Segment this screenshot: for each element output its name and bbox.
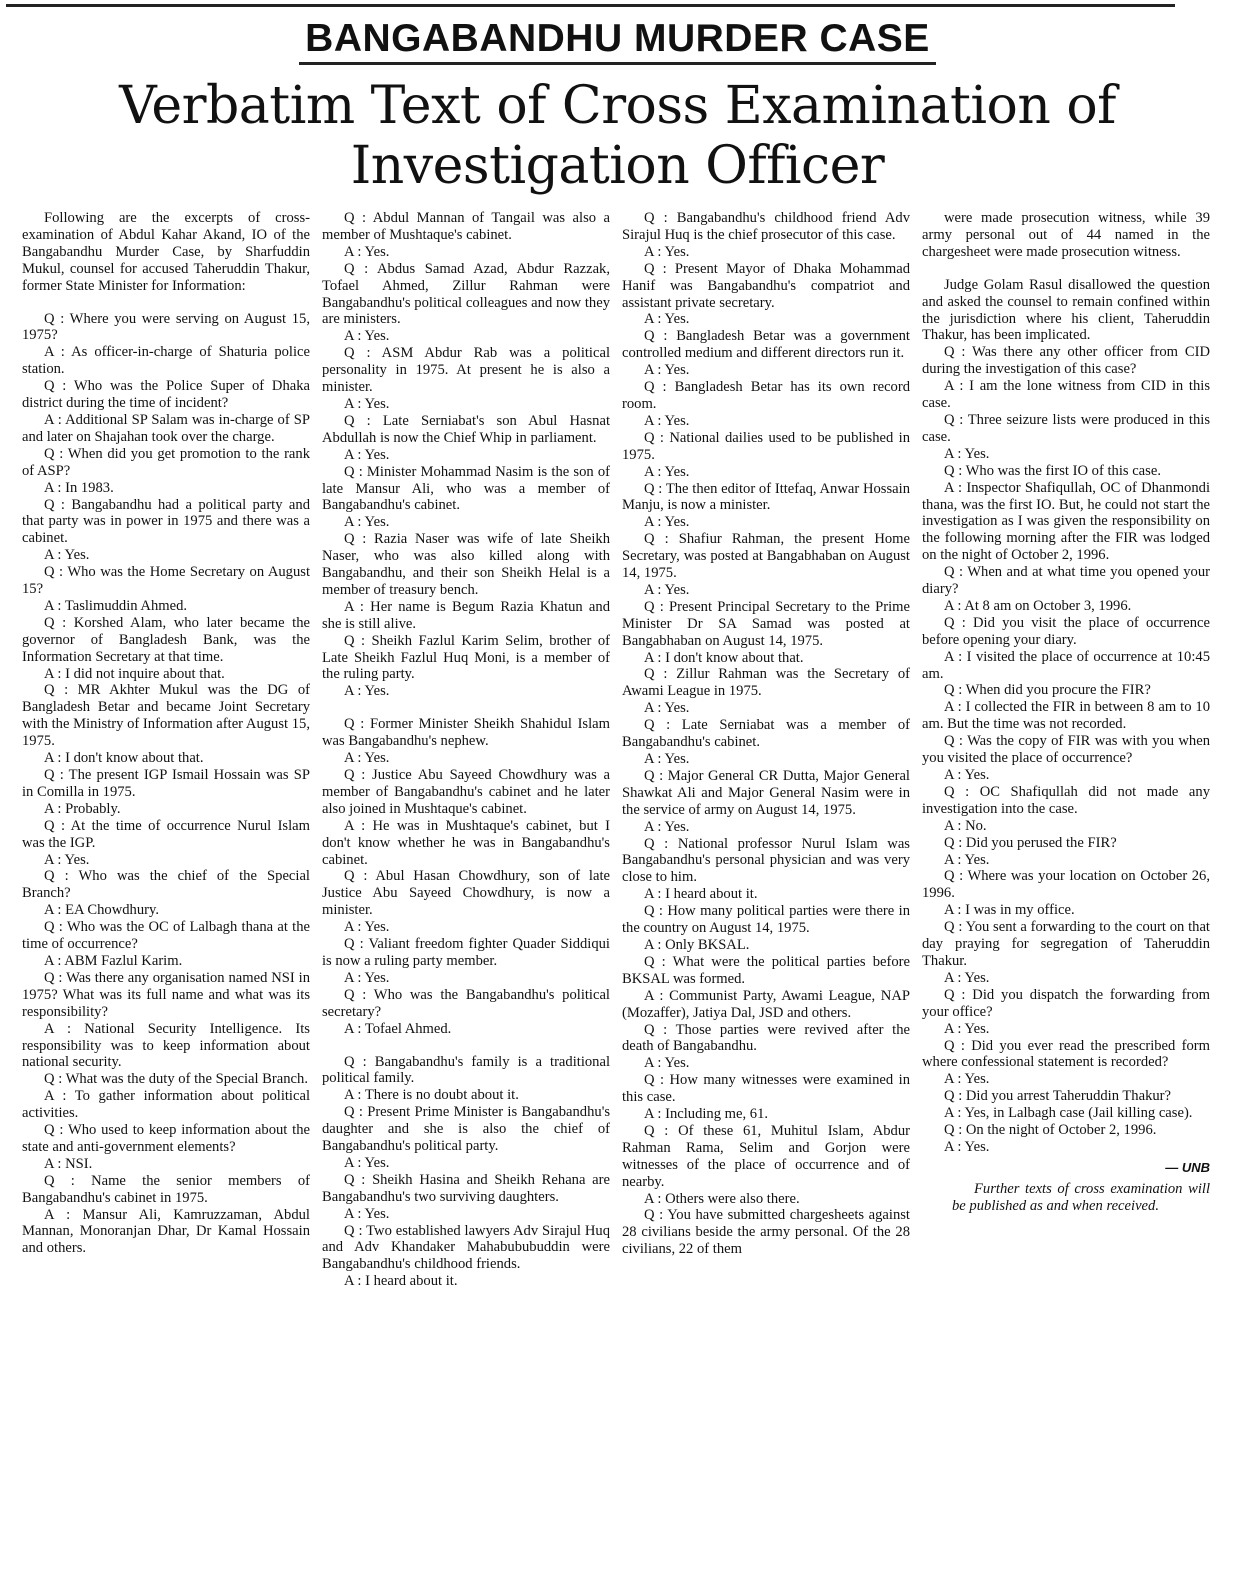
article-paragraph: A : Mansur Ali, Kamruzzaman, Abdul Mannan, Monoranjan Dhar, Dr Kamal Hossain and others. bbox=[22, 1206, 310, 1257]
article-paragraph: Q : Was there any organisation named NSI in 1975? What was its full name and what was its responsibility? bbox=[22, 969, 310, 1020]
article-paragraph: Q : Minister Mohammad Nasim is the son of late Mansur Ali, who was a member of Bangabandhu's cabinet. bbox=[322, 463, 610, 514]
article-paragraph: Q : When did you procure the FIR? bbox=[944, 682, 1151, 699]
article-paragraph: A : Yes. bbox=[644, 818, 690, 835]
article-paragraph: Q : How many witnesses were examined in this case. bbox=[622, 1072, 910, 1106]
article-paragraph: Q : Did you visit the place of occurrence before opening your diary. bbox=[922, 614, 1210, 648]
article-paragraph: Q : Who was the chief of the Special Branch? bbox=[22, 868, 310, 902]
article-paragraph: A : Yes. bbox=[44, 851, 90, 868]
article-paragraph: A : He was in Mushtaque's cabinet, but I don't know whether he was in Bangabandhu's cabinet. bbox=[322, 817, 610, 868]
article-paragraph: Following are the excerpts of cross-examination of Abdul Kahar Akand, IO of the Bangabandhu Murder Case, by Sharfuddin Mukul, counsel for accused Taheruddin Thakur, former State Minister for Information: bbox=[22, 210, 310, 294]
article-paragraph: A : Yes. bbox=[344, 395, 390, 412]
article-paragraph: Q : Was there any other officer from CID during the investigation of this case? bbox=[922, 344, 1210, 378]
article-column-3 bbox=[622, 210, 910, 1582]
article-paragraph: Q : Late Serniabat was a member of Bangabandhu's cabinet. bbox=[622, 717, 910, 751]
article-paragraph: A : Yes. bbox=[644, 311, 690, 328]
article-paragraph: A : National Security Intelligence. Its responsibility was to keep information about national security. bbox=[22, 1020, 310, 1071]
article-paragraph: A : Yes. bbox=[944, 1020, 990, 1037]
article-paragraph: A : No. bbox=[944, 817, 987, 834]
article-paragraph: were made prosecution witness, while 39 army personal out of 44 named in the chargesheet were made prosecution witness. bbox=[922, 210, 1210, 260]
article-paragraph: A : Yes. bbox=[644, 412, 690, 429]
article-paragraph: A : Yes. bbox=[644, 751, 690, 767]
article-paragraph: Q : Abul Hasan Chowdhury, son of late Justice Abu Sayeed Chowdhury, is now a minister. bbox=[322, 868, 610, 919]
article-paragraph: A : I don't know about that. bbox=[44, 750, 204, 767]
article-paragraph: A : Yes. bbox=[344, 1154, 390, 1171]
article-paragraph: Q : Name the senior members of Bangabandhu's cabinet in 1975. bbox=[22, 1172, 310, 1206]
article-paragraph: Q : Bangabandhu had a political party and that party was in power in 1975 and there was a cabinet. bbox=[22, 496, 310, 547]
article-column-2 bbox=[322, 210, 610, 1582]
column-4-body bbox=[922, 210, 1210, 1156]
article-paragraph: A : Yes. bbox=[344, 919, 390, 936]
article-paragraph: A : Yes. bbox=[644, 581, 690, 598]
article-paragraph: A : Communist Party, Awami League, NAP (Mozaffer), Jatiya Dal, JSD and others. bbox=[622, 987, 910, 1021]
article-paragraph: Q : You have submitted chargesheets against 28 civilians beside the army personal. Of the 28 civilians, 22 of them bbox=[622, 1207, 910, 1258]
article-paragraph: A : Including me, 61. bbox=[644, 1106, 769, 1123]
article-paragraph: A : ABM Fazlul Karim. bbox=[44, 952, 183, 969]
article-paragraph: A : Yes. bbox=[644, 514, 690, 531]
article-paragraph: Q : OC Shafiqullah did not made any investigation into the case. bbox=[922, 783, 1210, 817]
article-paragraph: A : Yes. bbox=[644, 463, 690, 480]
article-columns bbox=[22, 210, 1212, 1582]
article-paragraph: Q : Former Minister Sheikh Shahidul Islam was Bangabandhu's nephew. bbox=[322, 716, 610, 750]
article-paragraph: Q : Who used to keep information about the state and anti-government elements? bbox=[22, 1122, 310, 1155]
article-paragraph: A : I was in my office. bbox=[944, 902, 1075, 919]
article-paragraph: A : Her name is Begum Razia Khatun and she is still alive. bbox=[322, 598, 610, 632]
article-paragraph: Q : National professor Nurul Islam was Bangabandhu's personal physician and was very close to him. bbox=[622, 835, 910, 886]
article-paragraph: A : I heard about it. bbox=[644, 886, 758, 903]
article-paragraph: Q : Did you ever read the prescribed form where confessional statement is recorded? bbox=[922, 1037, 1210, 1071]
article-paragraph: A : In 1983. bbox=[44, 479, 114, 496]
headline-line-2: Investigation Officer bbox=[350, 136, 885, 196]
article-paragraph: A : Yes. bbox=[44, 547, 90, 564]
article-paragraph: Q : Present Mayor of Dhaka Mohammad Hanif was Bangabandhu's compatriot and assistant private secretary. bbox=[622, 260, 910, 311]
article-paragraph: Q : Bangladesh Betar has its own record room. bbox=[622, 379, 910, 412]
article-paragraph: A : Yes. bbox=[944, 1138, 990, 1155]
article-paragraph: A : I am the lone witness from CID in this case. bbox=[922, 378, 1210, 412]
article-paragraph: A : Yes. bbox=[644, 243, 690, 260]
article-paragraph: A : NSI. bbox=[44, 1155, 93, 1172]
article-paragraph: A : Inspector Shafiqullah, OC of Dhanmondi thana, was the first IO. But, he could not start the investigation as I was given the responsibility on the following morning after the FIR was lodged on the night of October 2, 1996. bbox=[922, 479, 1210, 564]
article-paragraph: A : Yes. bbox=[944, 445, 990, 462]
article-column-1 bbox=[22, 210, 310, 1582]
article-paragraph: Q : Bangladesh Betar was a government controlled medium and different directors run it. bbox=[622, 328, 910, 362]
article-paragraph: A : EA Chowdhury. bbox=[44, 902, 159, 919]
article-paragraph: Q : You sent a forwarding to the court on that day praying for segregation of Taheruddin Thakur. bbox=[922, 919, 1210, 969]
continuation-note: Further texts of cross examination will be published as and when received. bbox=[952, 1180, 1210, 1214]
article-paragraph: A : I heard about it. bbox=[344, 1273, 458, 1290]
kicker-text: BANGABANDHU MURDER CASE bbox=[299, 16, 936, 65]
article-paragraph: Q : What was the duty of the Special Branch. bbox=[44, 1071, 308, 1088]
article-paragraph: Q : Who was the first IO of this case. bbox=[944, 462, 1161, 479]
article-paragraph: A : There is no doubt about it. bbox=[344, 1087, 519, 1104]
article-paragraph: A : Yes. bbox=[944, 1071, 990, 1088]
article-paragraph: Q : Three seizure lists were produced in this case. bbox=[922, 411, 1210, 445]
headline-line-1: Verbatim Text of Cross Examination of bbox=[119, 76, 1116, 136]
article-paragraph: A : I don't know about that. bbox=[644, 649, 804, 666]
article-paragraph: Q : Razia Naser was wife of late Sheikh Naser, who was also killed along with Bangabandhu, and their son Sheikh Helal is a member of treasury bench. bbox=[322, 531, 610, 598]
article-paragraph: Q : Who was the Police Super of Dhaka district during the time of incident? bbox=[22, 378, 310, 412]
article-paragraph: A : Yes. bbox=[944, 767, 990, 783]
article-paragraph: A : Only BKSAL. bbox=[644, 936, 750, 953]
article-paragraph: A : Yes. bbox=[344, 514, 390, 531]
article-paragraph: A : Tofael Ahmed. bbox=[344, 1020, 452, 1037]
article-paragraph: A : Others were also there. bbox=[644, 1190, 800, 1207]
article-paragraph: A : Yes. bbox=[644, 362, 690, 379]
article-paragraph: A : Yes. bbox=[344, 243, 390, 260]
article-paragraph: Q : The present IGP Ismail Hossain was SP in Comilla in 1975. bbox=[22, 767, 310, 800]
article-paragraph: Q : At the time of occurrence Nurul Islam was the IGP. bbox=[22, 817, 310, 851]
article-paragraph: Q : Zillur Rahman was the Secretary of Awami League in 1975. bbox=[622, 666, 910, 700]
article-paragraph: A : Yes. bbox=[344, 750, 390, 767]
article-paragraph: Q : Did you dispatch the forwarding from your office? bbox=[922, 986, 1210, 1020]
article-paragraph: A : At 8 am on October 3, 1996. bbox=[944, 597, 1132, 614]
article-paragraph: Q : Who was the Home Secretary on August 15? bbox=[22, 564, 310, 598]
article-paragraph: Q : Bangabandhu's family is a traditional political family. bbox=[322, 1053, 610, 1087]
article-paragraph: Q : Who was the Bangabandhu's political secretary? bbox=[322, 986, 610, 1020]
top-rule bbox=[6, 4, 1175, 7]
article-paragraph: A : Yes. bbox=[344, 446, 390, 463]
article-paragraph: Q : Shafiur Rahman, the present Home Secretary, was posted at Bangabhaban on August 14, 1975. bbox=[622, 531, 910, 582]
article-paragraph: A : Yes. bbox=[644, 1055, 690, 1072]
article-paragraph: Q : Did you perused the FIR? bbox=[944, 834, 1117, 851]
article-paragraph: Q : Major General CR Dutta, Major General Shawkat Ali and Major General Nasim were in the service of army on August 14, 1975. bbox=[622, 767, 910, 818]
headline bbox=[0, 76, 1235, 196]
article-paragraph: A : Yes. bbox=[344, 1205, 390, 1222]
article-paragraph: Q : Who was the OC of Lalbagh thana at the time of occurrence? bbox=[22, 919, 310, 953]
article-paragraph: Q : Abdus Samad Azad, Abdur Razzak, Tofael Ahmed, Zillur Rahman were Bangabandhu's political colleagues and now they are ministers. bbox=[322, 260, 610, 328]
article-paragraph: Q : Did you arrest Taheruddin Thakur? bbox=[944, 1088, 1172, 1105]
article-paragraph: Q : Two established lawyers Adv Sirajul Huq and Adv Khandaker Mahabububuddin were Bangabandhu's childhood friends. bbox=[322, 1222, 610, 1273]
article-paragraph: A : I collected the FIR in between 8 am to 10 am. But the time was not recorded. bbox=[922, 699, 1210, 733]
article-paragraph: Q : What were the political parties before BKSAL was formed. bbox=[622, 953, 910, 987]
article-paragraph: Q : Where was your location on October 26, 1996. bbox=[922, 868, 1210, 902]
article-paragraph: A : Yes. bbox=[344, 683, 390, 700]
article-paragraph: A : Yes, in Lalbagh case (Jail killing case). bbox=[944, 1105, 1193, 1122]
article-paragraph: Q : Present Prime Minister is Bangabandhu's daughter and she is also the chief of Bangabandhu's political party. bbox=[322, 1104, 610, 1155]
article-paragraph: A : Yes. bbox=[944, 969, 990, 986]
article-paragraph: A : Yes. bbox=[344, 969, 390, 986]
section-kicker bbox=[0, 14, 1235, 65]
article-paragraph: Q : Of these 61, Muhitul Islam, Abdur Rahman Rama, Selim and Gorjon were witnesses of the place of occurrence and of nearby. bbox=[622, 1122, 910, 1190]
article-paragraph: A : To gather information about political activities. bbox=[22, 1088, 310, 1122]
article-paragraph: Q : Present Principal Secretary to the Prime Minister Dr SA Samad was posted at Bangabhaban on August 14, 1975. bbox=[622, 598, 910, 649]
article-paragraph: Q : The then editor of Ittefaq, Anwar Hossain Manju, is now a minister. bbox=[622, 480, 910, 514]
article-paragraph: A : Additional SP Salam was in-charge of SP and later on Shajahan took over the charge. bbox=[22, 411, 310, 445]
article-paragraph: Q : When did you get promotion to the rank of ASP? bbox=[22, 445, 310, 479]
article-paragraph: Q : Korshed Alam, who later became the governor of Bangladesh Bank, was the Information Secretary at that time. bbox=[22, 614, 310, 665]
article-paragraph: A : I visited the place of occurrence at 10:45 am. bbox=[922, 648, 1210, 682]
article-paragraph: A : Probably. bbox=[44, 800, 121, 817]
article-paragraph: Q : Late Serniabat's son Abul Hasnat Abdullah is now the Chief Whip in parliament. bbox=[322, 412, 610, 446]
article-paragraph: A : Yes. bbox=[344, 328, 390, 345]
article-paragraph: A : Yes. bbox=[644, 700, 690, 717]
article-paragraph: A : I did not inquire about that. bbox=[44, 665, 225, 682]
article-paragraph: Q : Sheikh Hasina and Sheikh Rehana are Bangabandhu's two surviving daughters. bbox=[322, 1171, 610, 1205]
article-paragraph: Q : Valiant freedom fighter Quader Siddiqui is now a ruling party member. bbox=[322, 936, 610, 969]
article-paragraph: Q : On the night of October 2, 1996. bbox=[944, 1122, 1157, 1139]
article-paragraph: Q : Bangabandhu's childhood friend Adv Sirajul Huq is the chief prosecutor of this case. bbox=[622, 210, 910, 243]
article-paragraph: Q : Sheikh Fazlul Karim Selim, brother of Late Sheikh Fazlul Huq Moni, is a member of the ruling party. bbox=[322, 632, 610, 683]
article-paragraph: Q : MR Akhter Mukul was the DG of Bangladesh Betar and became Joint Secretary with the Ministry of Information after August 15, 1975. bbox=[22, 682, 310, 750]
news-agency-credit: — UNB bbox=[1165, 1159, 1210, 1175]
article-paragraph: Q : How many political parties were there in the country on August 14, 1975. bbox=[622, 903, 910, 937]
article-paragraph: Q : Was the copy of FIR was with you when you visited the place of occurrence? bbox=[922, 733, 1210, 767]
article-paragraph: A : Yes. bbox=[944, 851, 990, 868]
article-paragraph: Q : Abdul Mannan of Tangail was also a member of Mushtaque's cabinet. bbox=[322, 210, 610, 243]
article-paragraph: Q : National dailies used to be published in 1975. bbox=[622, 429, 910, 463]
article-paragraph: Q : Justice Abu Sayeed Chowdhury was a member of Bangabandhu's cabinet and he later also joined in Mushtaque's cabinet. bbox=[322, 767, 610, 817]
article-paragraph: Judge Golam Rasul disallowed the question and asked the counsel to remain confined within the jurisdiction where his client, Taheruddin Thakur, has been implicated. bbox=[922, 276, 1210, 344]
article-paragraph: A : Taslimuddin Ahmed. bbox=[44, 597, 188, 614]
article-paragraph: Q : ASM Abdur Rab was a political personality in 1975. At present he is also a minister. bbox=[322, 345, 610, 396]
article-paragraph: Q : Where you were serving on August 15, 1975? bbox=[22, 310, 310, 344]
article-paragraph: Q : When and at what time you opened your diary? bbox=[922, 564, 1210, 598]
article-column-4 bbox=[922, 210, 1210, 1582]
article-paragraph: Q : Those parties were revived after the death of Bangabandhu. bbox=[622, 1021, 910, 1055]
article-paragraph: A : As officer-in-charge of Shaturia police station. bbox=[22, 344, 310, 378]
